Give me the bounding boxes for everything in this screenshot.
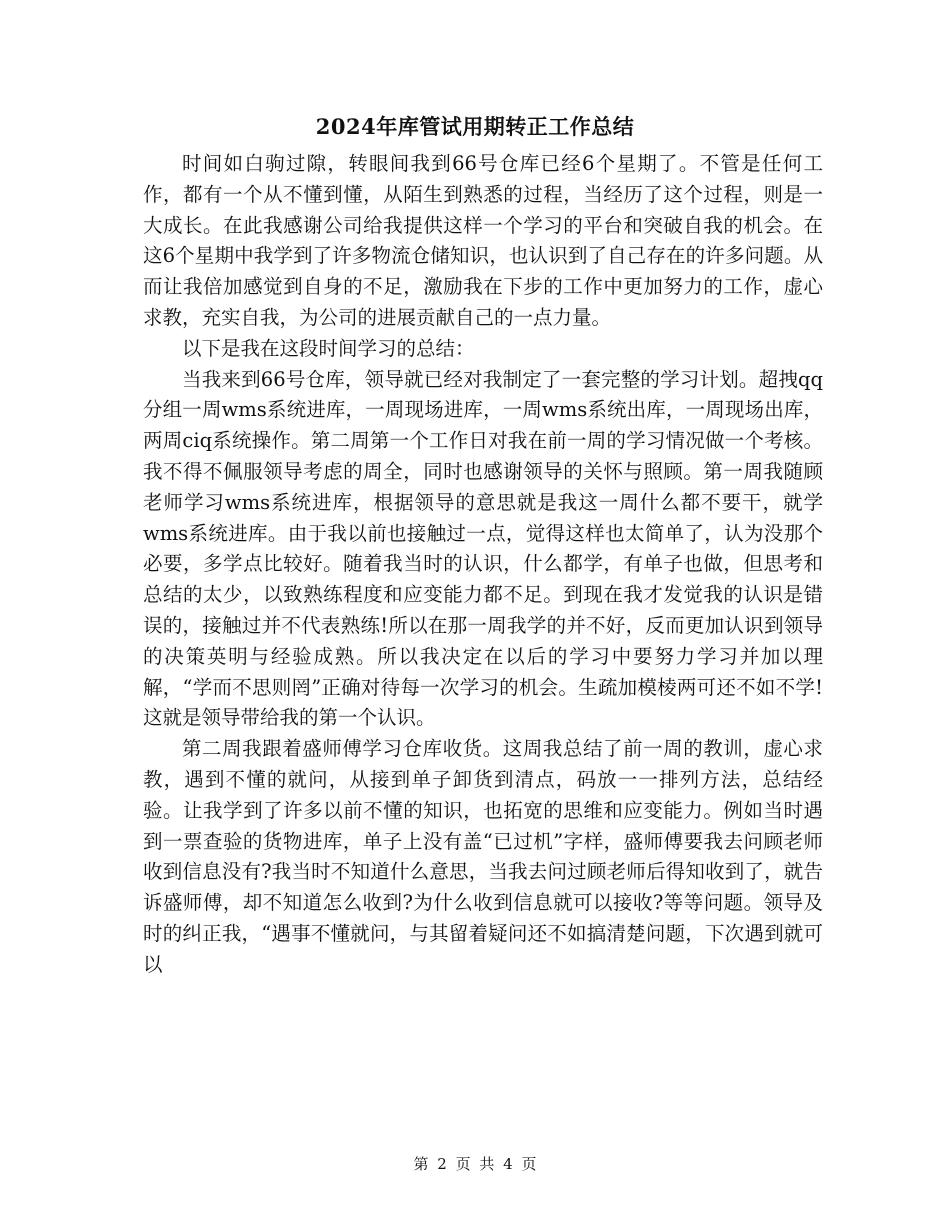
document-body [143, 149, 823, 981]
paragraph-week-one: 当我来到66号仓库，领导就已经对我制定了一套完整的学习计划。超拽qq分组一周wms系统进库，一周现场进库，一周wms系统出库，一周现场出库，两周ciq系统操作。第二周第一个工作日对我在前一周的学习情况做一个考核。我不得不佩服领导考虑的周全，同时也感谢领导的关怀与照顾。第一周我随顾老师学习wms系统进库，根据领导的意思就是我这一周什么都不要干，就学wms系统进库。由于我以前也接触过一点，觉得这样也太简单了，认为没那个必要，多学点比较好。随着我当时的认识，什么都学，有单子也做，但思考和总结的太少，以致熟练程度和应变能力都不足。到现在我才发觉我的认识是错误的，接触过并不代表熟练!所以在那一周我学的并不好，反而更加认识到领导的决策英明与经验成熟。所以我决定在以后的学习中要努力学习并加以理解，“学而不思则罔”正确对待每一次学习的机会。生疏加模棱两可还不如不学!这就是领导带给我的第一个认识。 [143, 367, 823, 730]
paragraph-week-two: 第二周我跟着盛师傅学习仓库收货。这周我总结了前一周的教训，虚心求教，遇到不懂的就问，从接到单子卸货到清点，码放一一排列方法，总结经验。让我学到了许多以前不懂的知识，也拓宽的思维和应变能力。例如当时遇到一票查验的货物进库，单子上没有盖“已过机”字样，盛师傅要我去问顾老师收到信息没有?我当时不知道什么意思，当我去问过顾老师后得知收到了，就告诉盛师傅，却不知道怎么收到?为什么收到信息就可以接收?等等问题。领导及时的纠正我，“遇事不懂就问，与其留着疑问还不如搞清楚问题，下次遇到就可以 [143, 737, 823, 976]
paragraph-summary-lead: 以下是我在这段时间学习的总结： [182, 336, 475, 360]
page-number-footer: 第 2 页 共 4 页 [413, 1155, 537, 1173]
paragraph-intro: 时间如白驹过隙，转眼间我到66号仓库已经6个星期了。不管是任何工作，都有一个从不懂到懂，从陌生到熟悉的过程，当经历了这个过程，则是一大成长。在此我感谢公司给我提供这样一个学习的平台和突破自我的机会。在这6个星期中我学到了许多物流仓储知识，也认识到了自己存在的许多问题。从而让我倍加感觉到自身的不足，激励我在下步的工作中更加努力的工作，虚心求教，充实自我，为公司的进展贡献自己的一点力量。 [143, 152, 823, 329]
document-title: 2024年库管试用期转正工作总结 [315, 114, 635, 139]
